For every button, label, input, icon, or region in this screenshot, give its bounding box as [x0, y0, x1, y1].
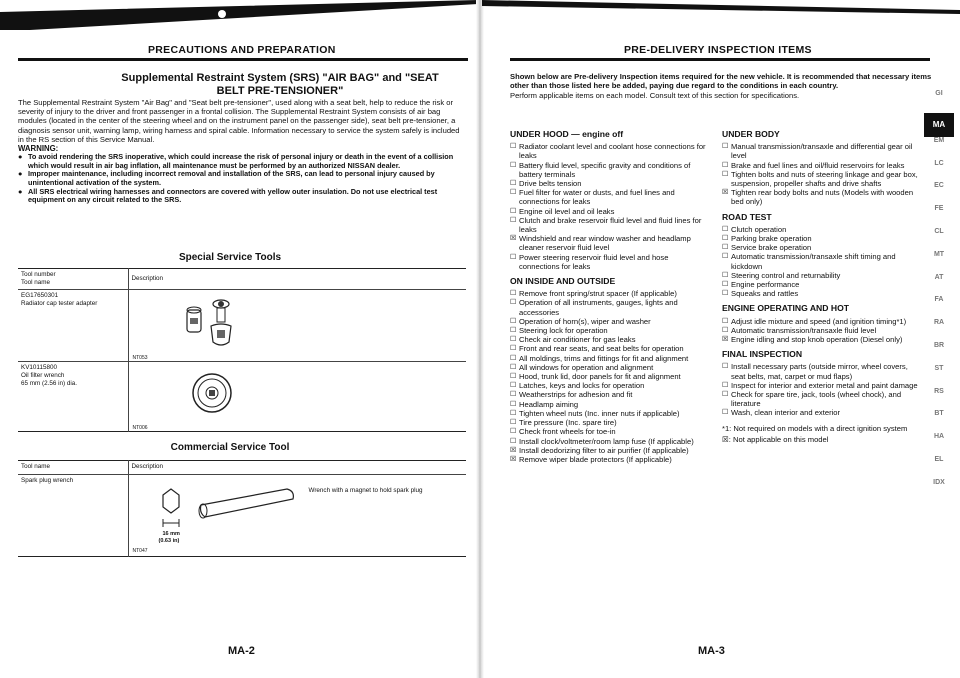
checklist-item — [722, 326, 922, 335]
checklist-item — [510, 289, 710, 298]
warning-item: ● All SRS electrical wiring harnesses and connectors are covered with yellow outer insulation. Do not use electrical test equipment on any circuit related to the SRS. — [18, 188, 466, 205]
checklist-item — [510, 381, 710, 390]
checklist-text: Check for spare tire, jack, tools (wheel chock), and literature — [731, 390, 902, 409]
header-rule — [510, 58, 930, 61]
checklist-item — [510, 363, 710, 372]
checklist-text: Steering control and returnability — [731, 270, 841, 280]
checklist-text: Engine oil level and oil leaks — [519, 206, 615, 216]
checkbox-icon: ☐ — [510, 161, 517, 169]
section-tab-mt: MT — [933, 250, 945, 258]
checkbox-icon: ☐ — [510, 419, 517, 427]
checklist-item — [510, 335, 710, 344]
section-tab-fe: FE — [934, 205, 944, 213]
checklist-text: Tighten wheel nuts (Inc. inner nuts if applicable) — [519, 408, 680, 418]
checkbox-icon: ☐ — [510, 345, 517, 353]
page-number: MA-2 — [228, 645, 255, 657]
checklist-item — [510, 418, 710, 427]
checkbox-icon: ☐ — [510, 437, 517, 445]
checklist-item — [510, 207, 710, 216]
checklist-text: Steering lock for operation — [519, 326, 608, 336]
oil-filter-wrench-figure — [187, 368, 237, 418]
checkbox-icon: ☐ — [722, 317, 729, 325]
tool-figure-cell — [128, 362, 466, 432]
inspection-heading: FINAL INSPECTION — [722, 349, 803, 360]
checkbox-icon: ☐ — [722, 391, 729, 399]
section-tab-st: ST — [934, 364, 944, 372]
figure-code: NT053 — [132, 355, 148, 361]
checklist-text: Power steering reservoir fluid level and hose connections for leaks — [519, 252, 669, 271]
checklist-text: Engine performance — [731, 280, 800, 290]
checklist-text: Headlamp aiming — [519, 399, 579, 409]
checkbox-icon: ☐ — [722, 281, 729, 289]
checklist-text: Tighten rear body bolts and nuts (Models with wooden bed only) — [731, 188, 914, 207]
header-rule — [18, 58, 468, 61]
tool-row: EG17650301 Radiator cap tester adapter — [21, 292, 98, 307]
dimension-label: 16 mm — [162, 531, 180, 537]
checkbox-icon: ☐ — [510, 143, 517, 151]
checklist-item — [722, 161, 922, 170]
checklist-item — [510, 179, 710, 188]
checkbox-icon: ☐ — [722, 244, 729, 252]
checklist-item — [722, 188, 922, 206]
checkbox-icon: ☐ — [510, 290, 517, 298]
right-page — [482, 0, 960, 678]
checklist-text: Latches, keys and locks for operation — [519, 381, 645, 391]
checkbox-icon: ☐ — [722, 170, 729, 178]
checklist-item — [722, 170, 922, 188]
section-tab-rs: RS — [934, 387, 944, 395]
srs-body — [18, 98, 466, 205]
checklist-item — [510, 216, 710, 234]
section-tab-bt: BT — [934, 410, 944, 418]
section-tab-br: BR — [933, 341, 945, 349]
checkbox-icon: ☐ — [722, 290, 729, 298]
checklist-text: Radiator coolant level and coolant hose connections for leaks — [519, 142, 706, 161]
inspection-heading: ROAD TEST — [722, 211, 772, 222]
description-header: Description — [128, 461, 466, 475]
checklist-item — [722, 142, 922, 160]
left-page — [0, 0, 478, 678]
checkbox-icon: ☐ — [510, 253, 517, 261]
checklist-item — [510, 446, 710, 455]
checklist-item — [510, 409, 710, 418]
checkbox-icon: ☐ — [510, 391, 517, 399]
checkbox-icon: ☐ — [722, 363, 729, 371]
warning-text: All SRS electrical wiring harnesses and connectors are covered with yellow outer insulation. Do not use electrical test equipment on any circuit related to the SRS. — [28, 186, 438, 205]
checklist-text: Squeaks and rattles — [731, 289, 799, 299]
checklist-text: Remove front spring/strut spacer (If applicable) — [519, 289, 677, 299]
checkbox-icon: ☐ — [722, 143, 729, 151]
checklist-text: Manual transmission/transaxle and differential gear oil level — [731, 142, 913, 161]
page-header: PRE-DELIVERY INSPECTION ITEMS — [624, 44, 812, 56]
inspection-column-right — [722, 124, 922, 444]
checkbox-icon: ☐ — [722, 253, 729, 261]
checkbox-icon: ☐ — [510, 336, 517, 344]
section-index-tabs — [924, 90, 954, 502]
checklist-text: Wash, clean interior and exterior — [731, 408, 841, 418]
section-tab-el: EL — [934, 455, 944, 463]
checklist-item — [722, 362, 922, 380]
section-tab-at: AT — [934, 273, 944, 281]
checkbox-icon: ☐ — [510, 180, 517, 188]
checkbox-icon: ☐ — [722, 409, 729, 417]
checklist-item — [722, 408, 922, 417]
tool-figure-cell — [128, 475, 466, 557]
footnote: ☒: Not applicable on this model — [722, 434, 829, 444]
checklist-item — [510, 344, 710, 353]
checkbox-icon: ☐ — [722, 381, 729, 389]
checkbox-icon: ☐ — [722, 271, 729, 279]
tool-figure-cell — [128, 290, 466, 362]
section-tab-idx: IDX — [933, 478, 945, 486]
section-tab-ra: RA — [933, 319, 945, 327]
checkbox-icon: ☐ — [722, 161, 729, 169]
checklist-text: Remove wiper blade protectors (If applicable) — [519, 454, 672, 464]
checkbox-icon: ☐ — [510, 382, 517, 390]
checkbox-icon: ☐ — [510, 373, 517, 381]
checklist-text: Service brake operation — [731, 243, 812, 253]
checklist-item — [510, 317, 710, 326]
checklist-item — [510, 372, 710, 381]
checklist-text: Drive belts tension — [519, 179, 582, 189]
checkbox-icon: ☐ — [722, 326, 729, 334]
checklist-text: Adjust idle mixture and speed (and ignition timing*1) — [731, 316, 907, 326]
checklist-item — [722, 335, 922, 344]
checklist-item — [510, 437, 710, 446]
inspection-heading: ENGINE OPERATING AND HOT — [722, 303, 850, 314]
checklist-text: Clutch and brake reservoir fluid level and fluid lines for leaks — [519, 215, 702, 235]
checklist-item — [722, 289, 922, 298]
checklist-text: Install deodorizing filter to air purifier (If applicable) — [519, 445, 689, 455]
checkbox-icon: ☐ — [510, 317, 517, 325]
tool-row: Spark plug wrench — [21, 477, 74, 484]
checkbox-icon: ☐ — [510, 189, 517, 197]
checklist-item — [510, 253, 710, 271]
warning-text: To avoid rendering the SRS inoperative, which could increase the risk of personal injury or death in the event of a collision which would result in air bag inflation, all maintenance must be performed by an authorized NISSAN dealer. — [28, 152, 454, 170]
tool-number-header: Tool number Tool name — [21, 271, 56, 286]
checklist-item — [722, 390, 922, 408]
checklist-text: Tire pressure (Inc. spare tire) — [519, 418, 617, 428]
tool-row: KV10115800 Oil filter wrench 65 mm (2.56 in) dia. — [21, 364, 77, 387]
not-applicable-checkbox-icon: ☒ — [722, 336, 729, 344]
checklist-text: Check air conditioner for gas leaks — [519, 335, 636, 345]
section-tab-ha: HA — [933, 433, 945, 441]
checklist-item — [510, 400, 710, 409]
dimension-label-inch: (0.63 in) — [158, 538, 180, 544]
checklist-text: Automatic transmission/transaxle fluid level — [731, 325, 877, 335]
checklist-item — [510, 354, 710, 363]
checklist-text: All windows for operation and alignment — [519, 362, 654, 372]
tool-description: Wrench with a magnet to hold spark plug — [308, 487, 423, 494]
checklist-text: Engine idling and stop knob operation (Diesel only) — [731, 335, 903, 345]
section-tab-lc: LC — [934, 159, 944, 167]
checklist-item — [722, 280, 922, 289]
not-applicable-checkbox-icon: ☒ — [722, 189, 729, 197]
checklist-item — [510, 142, 710, 160]
checklist-text: Tighten bolts and nuts of steering linkage and gear box, suspension, propeller shafts and drive shafts — [731, 169, 918, 189]
checkbox-icon: ☐ — [722, 235, 729, 243]
special-tools-table — [18, 268, 466, 432]
srs-paragraph: The Supplemental Restraint System "Air Bag" and "Seat belt pre-tensioner", used along with a seat belt, help to reduce the risk or severity of injury to the driver and front passenger in a frontal collision. The Supplemental Restraint System consists of air bag modules (located in the center of the steering wheel and on the instrument panel on the passenger side), seat belt pre-tensioner, a diagnosis sensor unit, warning lamp, wiring harness and spiral cable. Information necessary to service the system safely is included in the RS section of this Service Manual. — [18, 98, 460, 144]
checklist-text: Front and rear seats, and seat belts for operation — [519, 344, 684, 354]
checklist-item — [510, 455, 710, 464]
section-tab-ma: MA — [924, 113, 954, 137]
warning-label: WARNING: — [18, 144, 59, 154]
checkbox-icon: ☐ — [510, 354, 517, 362]
checkbox-icon: ☐ — [510, 428, 517, 436]
inspection-column-left — [510, 124, 710, 464]
checklist-text: Check front wheels for toe-in — [519, 427, 616, 437]
warning-text: Improper maintenance, including incorrect removal and installation of the SRS, can lead to personal injury caused by unintentional activation of the system. — [28, 169, 435, 187]
warning-item: ● To avoid rendering the SRS inoperative, which could increase the risk of personal injury or death in the event of a collision which would result in air bag inflation, all maintenance must be performed by an authorized NISSAN dealer. — [18, 153, 466, 170]
commercial-tools-table — [18, 460, 466, 557]
top-band-decoration — [482, 0, 960, 30]
checkbox-icon: ☐ — [510, 299, 517, 307]
checklist-item — [722, 271, 922, 280]
inspection-heading: UNDER BODY — [722, 129, 780, 139]
checklist-item — [722, 225, 922, 234]
checkbox-icon: ☐ — [510, 327, 517, 335]
special-tools-title: Special Service Tools — [178, 252, 282, 263]
checklist-item — [510, 234, 710, 252]
checklist-text: Weatherstrips for adhesion and fit — [519, 390, 633, 400]
not-applicable-checkbox-icon: ☒ — [510, 235, 517, 243]
checklist-text: Fuel filter for water or dusts, and fuel lines and connections for leaks — [519, 188, 675, 207]
checklist-item — [510, 188, 710, 206]
checklist-text: Windshield and rear window washer and headlamp cleaner reservoir fluid level — [519, 234, 691, 253]
section-tab-cl: CL — [934, 227, 944, 235]
commercial-tool-title: Commercial Service Tool — [170, 442, 290, 453]
section-tab-gi: GI — [935, 90, 943, 97]
checklist-text: Clutch operation — [731, 224, 787, 234]
checklist-text: Operation of all instruments, gauges, lights and accessories — [519, 298, 678, 317]
checkbox-icon: ☐ — [510, 409, 517, 417]
checklist-item — [722, 317, 922, 326]
not-applicable-checkbox-icon: ☒ — [510, 455, 517, 463]
footnote: *1: Not required on models with a direct ignition system — [722, 423, 908, 433]
description-header: Description — [128, 269, 466, 290]
section-tab-em: EM — [933, 136, 945, 144]
page-header: PRECAUTIONS AND PREPARATION — [148, 44, 336, 56]
checklist-item — [722, 381, 922, 390]
checkbox-icon: ☐ — [722, 225, 729, 233]
checklist-text: Battery fluid level, specific gravity and conditions of battery terminals — [519, 160, 691, 179]
checklist-item — [722, 234, 922, 243]
tool-name-header: Tool name — [21, 463, 51, 470]
checkbox-icon: ☐ — [510, 363, 517, 371]
section-tab-fa: FA — [934, 296, 944, 304]
intro-bold: Shown below are Pre-delivery Inspection items required for the new vehicle. It is recommended that necessary items other than those listed here be added, paying due regard to the conditions in each country. — [510, 72, 932, 91]
section-title: Supplemental Restraint System (SRS) "AIR BAG" and "SEAT BELT PRE-TENSIONER" — [121, 72, 439, 97]
checklist-text: Brake and fuel lines and oil/fluid reservoirs for leaks — [731, 160, 905, 170]
section-tab-ec: EC — [934, 182, 944, 190]
inspection-heading: UNDER HOOD — engine off — [510, 129, 624, 139]
page-number: MA-3 — [698, 645, 725, 657]
checklist-text: Install necessary parts (outside mirror, wheel covers, seat belts, mat, carpet or mud flaps) — [731, 362, 908, 381]
warning-item: ● Improper maintenance, including incorrect removal and installation of the SRS, can lead to personal injury caused by unintentional activation of the system. — [18, 170, 466, 187]
checklist-item — [722, 252, 922, 270]
checkbox-icon: ☐ — [510, 400, 517, 408]
checklist-item — [510, 298, 710, 316]
checklist-text: Automatic transmission/transaxle shift timing and kickdown — [731, 252, 896, 271]
checklist-item — [510, 161, 710, 179]
checklist-text: Operation of horn(s), wiper and washer — [519, 316, 651, 326]
checklist-item — [722, 243, 922, 252]
top-band-decoration — [0, 0, 478, 30]
checkbox-icon: ☐ — [510, 207, 517, 215]
intro-text — [510, 72, 940, 100]
checklist-item — [510, 427, 710, 436]
checklist-text: All moldings, trims and fittings for fit and alignment — [519, 353, 689, 363]
checklist-text: Hood, trunk lid, door panels for fit and alignment — [519, 372, 681, 382]
checkbox-icon: ☐ — [510, 216, 517, 224]
checklist-text: Inspect for interior and exterior metal and paint damage — [731, 380, 918, 390]
figure-code: NT047 — [132, 548, 148, 554]
checklist-text: Install clock/voltmeter/room lamp fuse (If applicable) — [519, 436, 694, 446]
checklist-item — [510, 390, 710, 399]
checklist-text: Parking brake operation — [731, 234, 812, 244]
inspection-heading: ON INSIDE AND OUTSIDE — [510, 276, 616, 287]
intro-plain: Perform applicable items on each model. Consult text of this section for specifications. — [510, 90, 800, 100]
checklist-item — [510, 326, 710, 335]
radiator-cap-adapter-figure — [181, 296, 241, 352]
not-applicable-checkbox-icon: ☒ — [510, 446, 517, 454]
figure-code: NT006 — [132, 425, 148, 431]
